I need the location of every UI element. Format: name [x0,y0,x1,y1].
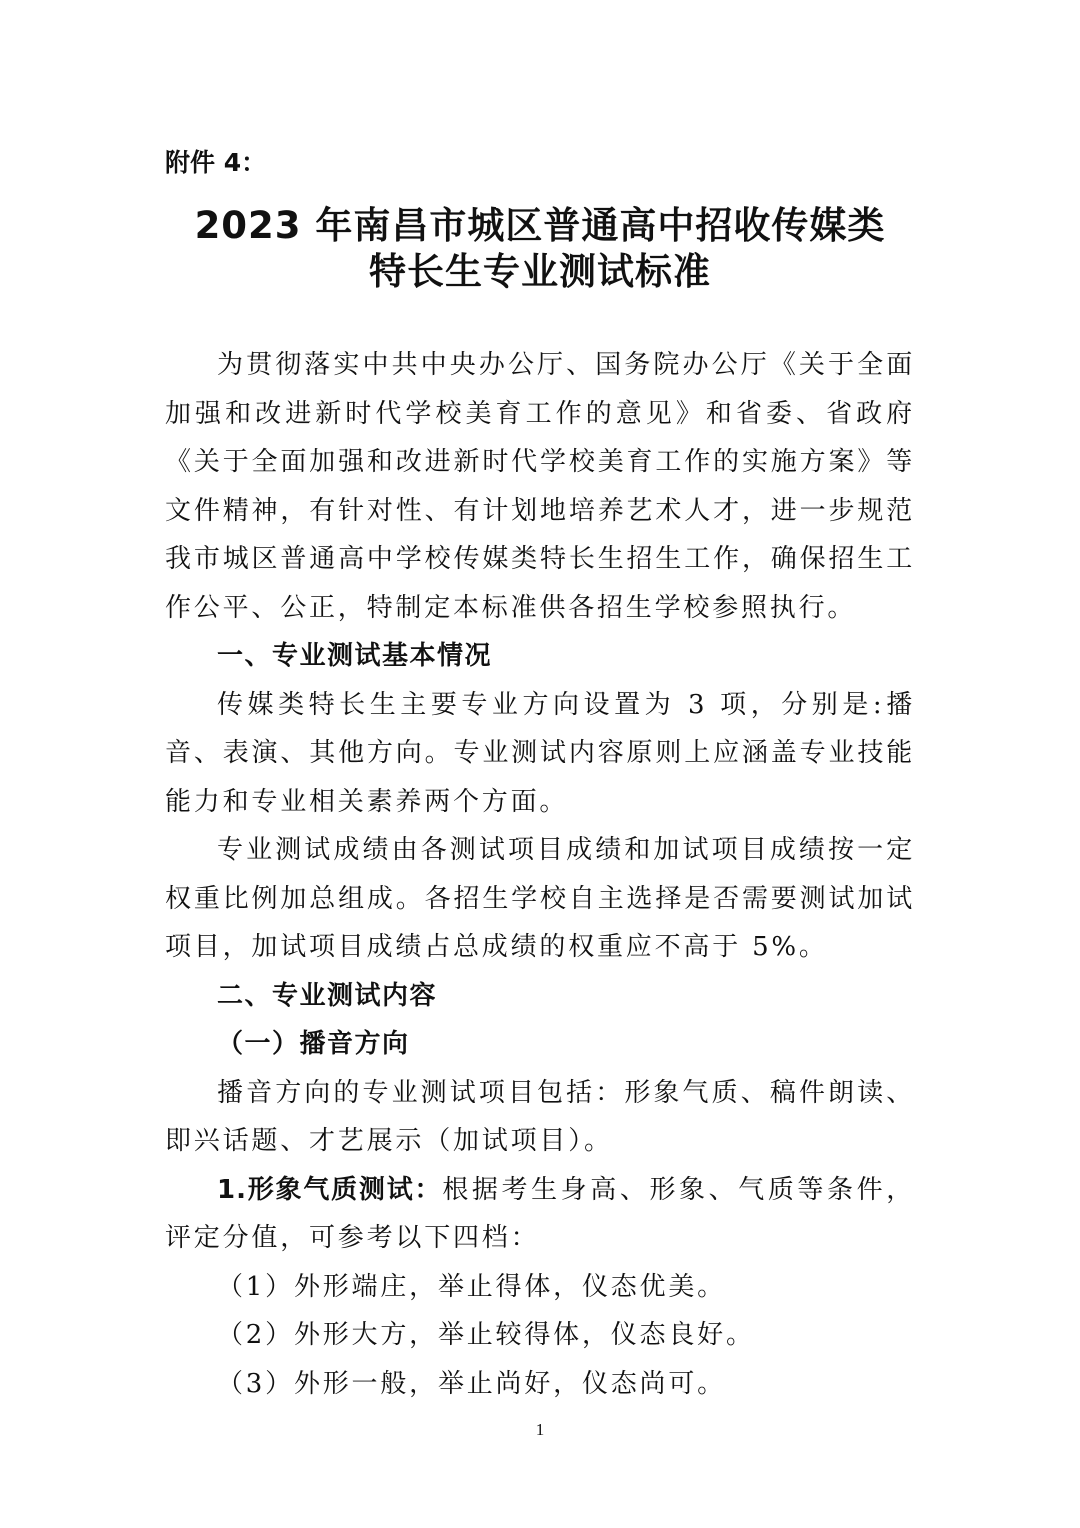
level-item: （1）外形端庄，举止得体，仪态优美。 [217,1271,726,1302]
item-1-label: 1.形象气质测试： [217,1174,443,1205]
document-title-line-1: 2023 年南昌市城区普通高中招收传媒类 [194,204,886,247]
intro-paragraph: 为贯彻落实中共中央办公厅、国务院办公厅《关于全面加强和改进新时代学校美育工作的意见》和省委、省政府《关于全面加强和改进新时代学校美育工作的实施方案》等文件精神，有针对性、有计划地培养艺术人才，进一步规范我市城区普通高中学校传媒类特长生招生工作，确保招生工作公平、公正，特制定本标准供各招生学校参照执行。 [165,350,915,623]
subsection-1-heading: （一）播音方向 [217,1029,410,1059]
section-2-heading: 二、专业测试内容 [217,980,438,1011]
item-1-text: 根据考生身高、形象、气质等条件，评定分值，可参考以下四档： [165,1174,915,1253]
section-1-paragraph-2: 专业测试成绩由各测试项目成绩和加试项目成绩按一定权重比例加总组成。各招生学校自主选择是否需要测试加试项目，加试项目成绩占总成绩的权重应不高于 5%。 [165,835,915,962]
section-1-heading: 一、专业测试基本情况 [217,641,493,671]
document-title-line-2: 特长生专业测试标准 [369,250,711,293]
item-1-paragraph [165,1166,915,1263]
page-number: 1 [535,1420,545,1439]
level-item: （2）外形大方，举止较得体，仪态良好。 [217,1320,755,1350]
document-body [165,341,915,1408]
attachment-label: 附件 4： [165,148,267,177]
subsection-1-paragraph: 播音方向的专业测试项目包括：形象气质、稿件朗读、即兴话题、才艺展示（加试项目）。 [165,1077,915,1156]
level-item: （3）外形一般，举止尚好，仪态尚可。 [217,1368,726,1399]
section-1-paragraph-1: 传媒类特长生主要专业方向设置为 3 项，分别是:播音、表演、其他方向。专业测试内容原则上应涵盖专业技能能力和专业相关素养两个方面。 [165,689,915,817]
